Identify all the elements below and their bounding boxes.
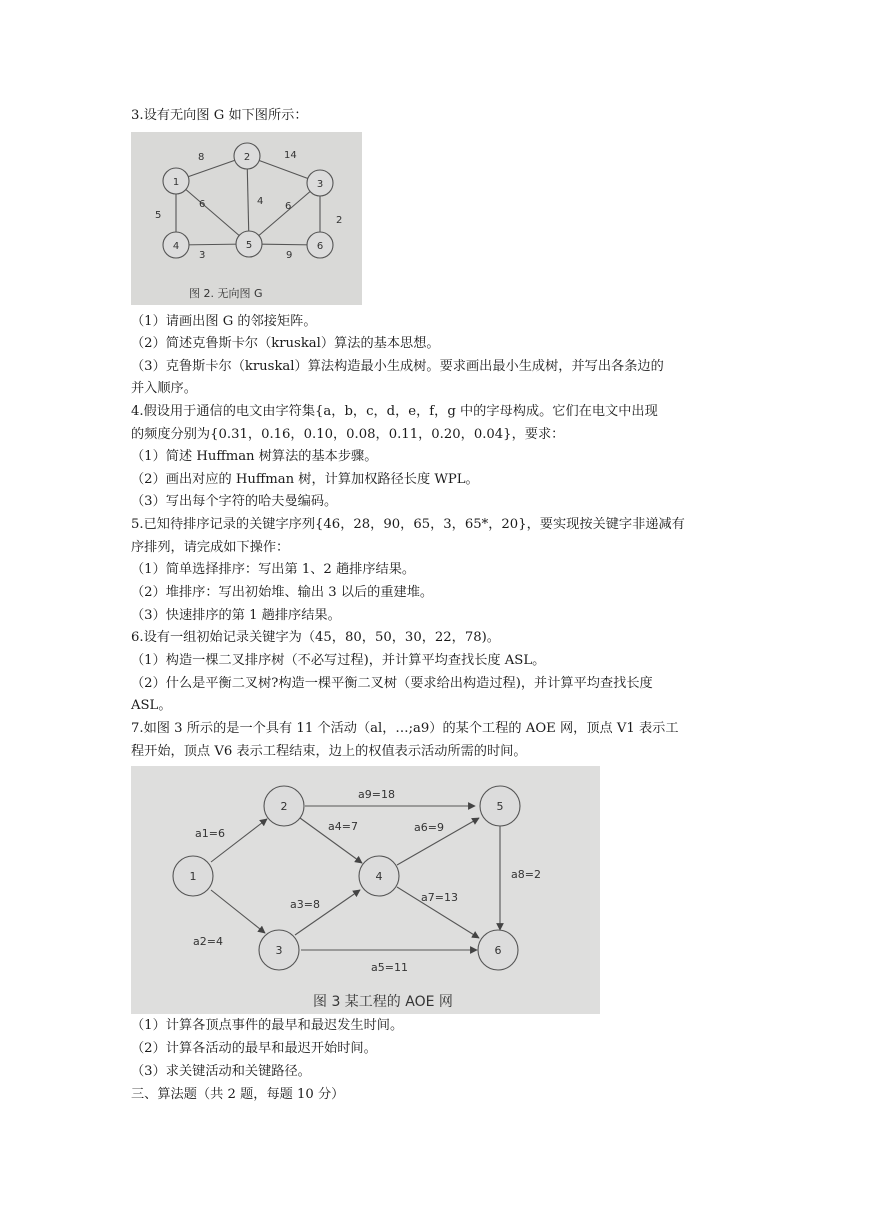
question-6-part-1: （1）构造一棵二叉排序树（不必写过程)，并计算平均查找长度 ASL。 bbox=[131, 653, 546, 668]
svg-text:5: 5 bbox=[496, 800, 504, 813]
aoe-node-4 bbox=[359, 856, 399, 896]
question-3-part-3-line-1: （3）克鲁斯卡尔（kruskal）算法构造最小生成树。要求画出最小生成树，并写出各条边的 bbox=[131, 359, 664, 374]
aoe-label-a4: a4=7 bbox=[328, 820, 358, 833]
graph-node-6 bbox=[307, 232, 333, 258]
aoe-label-a6: a6=9 bbox=[414, 821, 444, 834]
weight-4-5: 3 bbox=[199, 250, 206, 261]
weight-1-4: 5 bbox=[155, 210, 162, 221]
question-4-line-2: 的频度分别为{0.31，0.16，0.10，0.08，0.11，0.20，0.04}，要求： bbox=[131, 427, 565, 442]
edge-1-5 bbox=[176, 181, 249, 244]
svg-text:2: 2 bbox=[243, 152, 251, 163]
svg-text:3: 3 bbox=[275, 944, 283, 957]
figure-3-caption: 图 3 某工程的 AOE 网 bbox=[313, 994, 453, 1010]
weight-2-5: 4 bbox=[257, 196, 264, 207]
question-4-line-1: 4.假设用于通信的电文由字符集{a，b，c，d，e，f，g 中的字母构成。它们在电文中出现 bbox=[131, 404, 658, 419]
svg-text:5: 5 bbox=[245, 240, 253, 251]
question-3-part-3-line-2: 并入顺序。 bbox=[131, 381, 197, 396]
question-3-title: 3.设有无向图 G 如下图所示： bbox=[131, 108, 308, 123]
question-4-part-3: （3）写出每个字符的哈夫曼编码。 bbox=[131, 494, 338, 509]
question-7-part-1: （1）计算各顶点事件的最早和最迟发生时间。 bbox=[131, 1018, 404, 1033]
weight-3-5: 6 bbox=[285, 201, 292, 212]
question-7-line-1: 7.如图 3 所示的是一个具有 11 个活动（al，…;a9）的某个工程的 AOE 网，顶点 V1 表示工 bbox=[131, 721, 679, 736]
aoe-network-svg bbox=[131, 766, 600, 1014]
question-4-part-2: （2）画出对应的 Huffman 树，计算加权路径长度 WPL。 bbox=[131, 472, 479, 487]
question-4-part-1: （1）简述 Huffman 树算法的基本步骤。 bbox=[131, 449, 378, 464]
question-5-part-3: （3）快速排序的第 1 趟排序结果。 bbox=[131, 608, 341, 623]
edge-3-5 bbox=[249, 183, 320, 244]
aoe-node-1 bbox=[173, 856, 213, 896]
question-7-line-2: 程开始，顶点 V6 表示工程结束，边上的权值表示活动所需的时间。 bbox=[131, 744, 527, 759]
aoe-label-a7: a7=13 bbox=[421, 891, 458, 904]
graph-node-1 bbox=[163, 168, 189, 194]
svg-text:6: 6 bbox=[494, 944, 502, 957]
question-6-part-2-line-1: （2）什么是平衡二叉树?构造一棵平衡二叉树（要求给出构造过程)，并计算平均查找长度 bbox=[131, 676, 653, 691]
question-5-part-2: （2）堆排序：写出初始堆、输出 3 以后的重建堆。 bbox=[131, 585, 434, 600]
question-3-part-1: （1）请画出图 G 的邻接矩阵。 bbox=[131, 314, 317, 329]
aoe-edge-a3 bbox=[295, 890, 360, 935]
weight-1-2: 8 bbox=[198, 152, 205, 163]
aoe-label-a2: a2=4 bbox=[193, 935, 223, 948]
graph-g-svg bbox=[131, 132, 362, 305]
section-3-heading: 三、算法题（共 2 题，每题 10 分） bbox=[131, 1087, 345, 1102]
weight-2-3: 14 bbox=[284, 150, 297, 161]
aoe-label-a8: a8=2 bbox=[511, 868, 541, 881]
svg-text:1: 1 bbox=[172, 177, 180, 188]
figure-2-caption: 图 2. 无向图 G bbox=[189, 287, 263, 300]
svg-text:2: 2 bbox=[280, 800, 288, 813]
figure-3-aoe-network bbox=[131, 766, 600, 1014]
question-6-title: 6.设有一组初始记录关键字为（45，80，50，30，22，78)。 bbox=[131, 630, 500, 645]
question-5-line-1: 5.已知待排序记录的关键字序列{46，28，90，65，3，65*，20}，要实现按关键字非递减有 bbox=[131, 517, 685, 532]
weight-3-6: 2 bbox=[336, 215, 343, 226]
svg-text:4: 4 bbox=[375, 870, 383, 883]
aoe-node-2 bbox=[264, 786, 304, 826]
question-5-line-2: 序排列，请完成如下操作： bbox=[131, 540, 290, 555]
question-7-part-3: （3）求关键活动和关键路径。 bbox=[131, 1064, 311, 1079]
aoe-edge-a1 bbox=[211, 819, 267, 862]
svg-text:6: 6 bbox=[316, 241, 324, 252]
graph-node-2 bbox=[234, 143, 260, 169]
graph-node-3 bbox=[307, 170, 333, 196]
question-3-part-2: （2）简述克鲁斯卡尔（kruskal）算法的基本思想。 bbox=[131, 336, 440, 351]
aoe-label-a1: a1=6 bbox=[195, 827, 225, 840]
graph-node-4 bbox=[163, 232, 189, 258]
weight-1-5: 6 bbox=[199, 199, 206, 210]
aoe-label-a3: a3=8 bbox=[290, 898, 320, 911]
question-7-part-2: （2）计算各活动的最早和最迟开始时间。 bbox=[131, 1041, 377, 1056]
question-6-part-2-line-2: ASL。 bbox=[131, 698, 172, 713]
question-5-part-1: （1）简单选择排序：写出第 1、2 趟排序结果。 bbox=[131, 562, 416, 577]
aoe-node-5 bbox=[480, 786, 520, 826]
svg-text:4: 4 bbox=[172, 241, 180, 252]
weight-5-6: 9 bbox=[286, 250, 293, 261]
svg-text:1: 1 bbox=[189, 870, 197, 883]
aoe-edge-a2 bbox=[211, 890, 265, 933]
figure-2-undirected-graph bbox=[131, 132, 362, 305]
aoe-node-3 bbox=[259, 930, 299, 970]
svg-text:3: 3 bbox=[316, 179, 324, 190]
aoe-label-a9: a9=18 bbox=[358, 788, 395, 801]
aoe-node-6 bbox=[478, 930, 518, 970]
aoe-label-a5: a5=11 bbox=[371, 961, 408, 974]
graph-node-5 bbox=[236, 231, 262, 257]
